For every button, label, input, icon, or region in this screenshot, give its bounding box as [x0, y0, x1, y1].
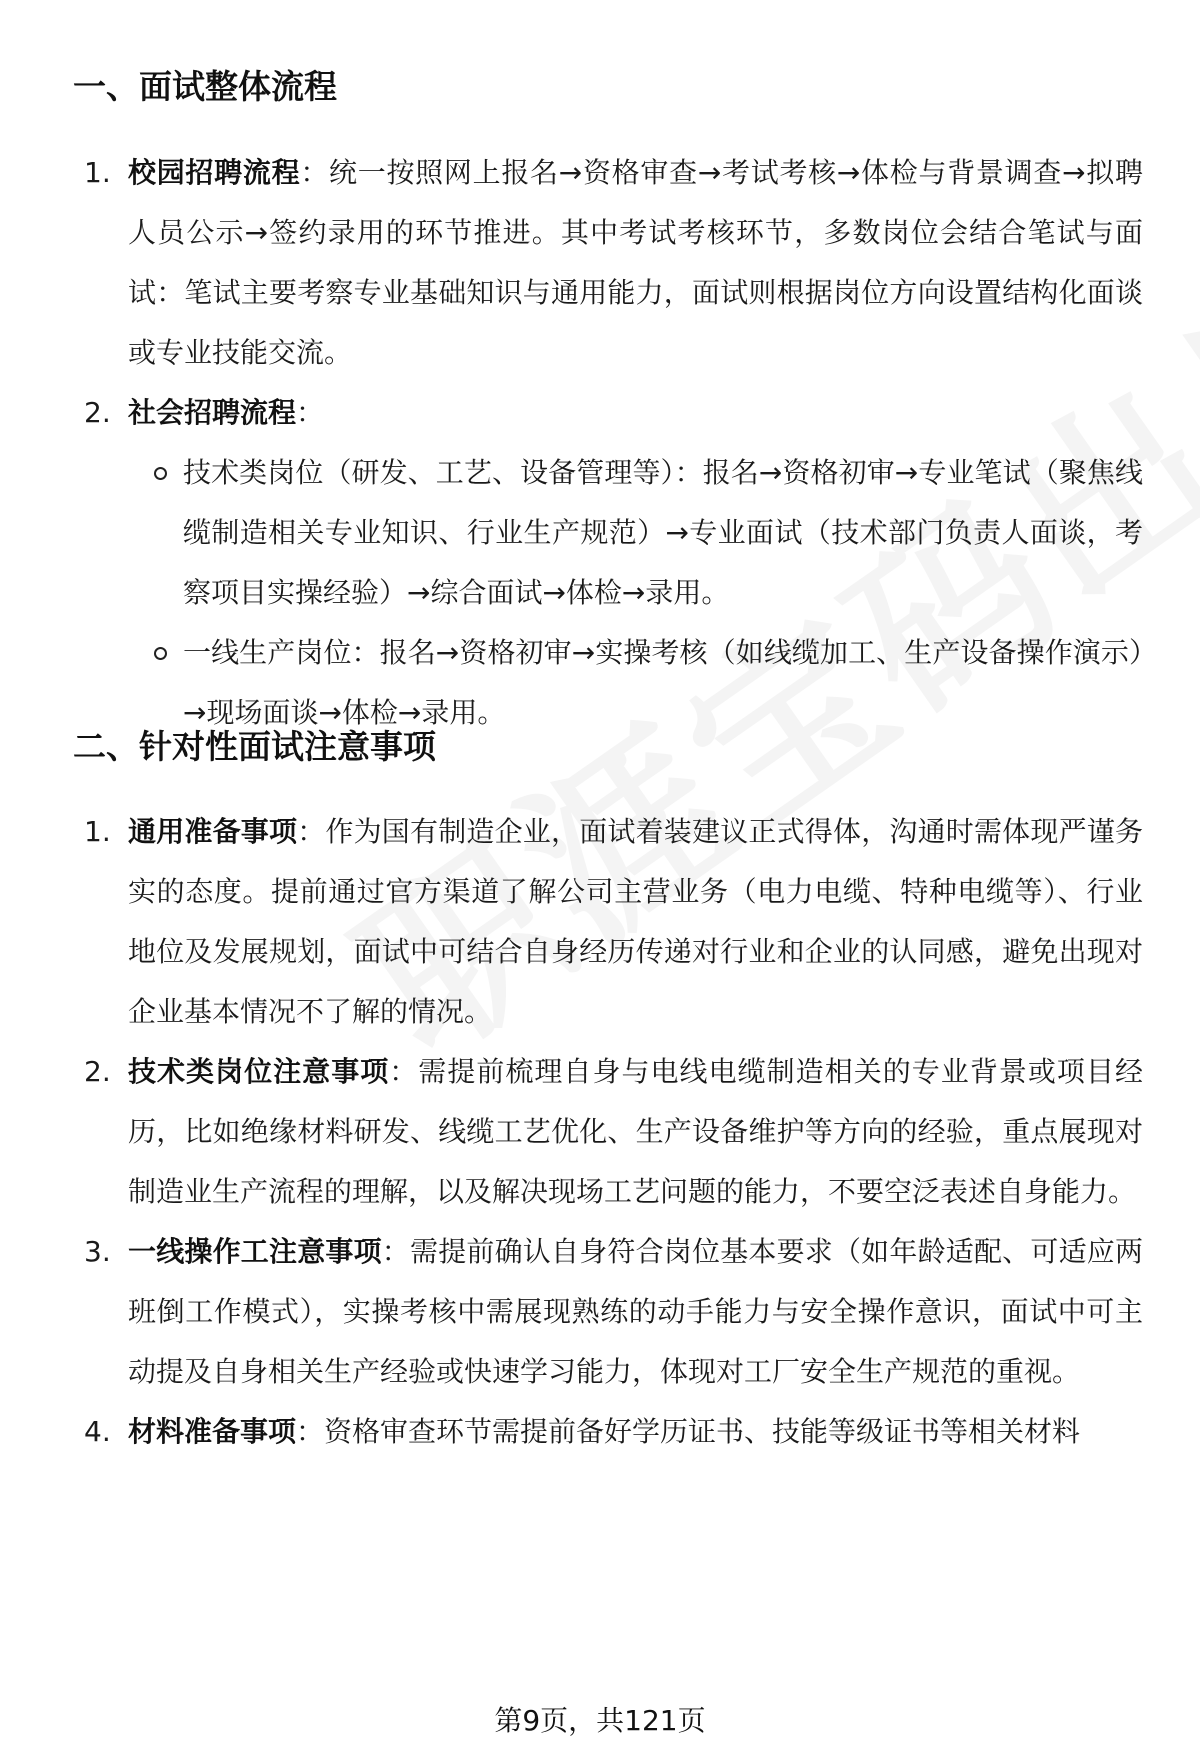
item-number: 2. — [84, 1055, 111, 1088]
item-text: ：统一按照网上报名→资格审查→考试考核→体检与背景调查→拟聘人员公示→签约录用的环节推进。其中考试考核环节，多数岗位会结合笔试与面试：笔试主要考察专业基础知识与通用能力，面试则根据岗位方向设置结构化面谈或专业技能交流。 — [128, 156, 1143, 369]
sublist-text: 技术类岗位（研发、工艺、设备管理等）：报名→资格初审→专业笔试（聚焦线缆制造相关专业知识、行业生产规范）→专业面试（技术部门负责人面谈，考察项目实操经验）→综合面试→体检→录用。 — [183, 456, 1143, 609]
circle-bullet-icon — [154, 467, 167, 480]
item-label: 材料准备事项 — [128, 1415, 297, 1448]
list-item-general — [0, 802, 1143, 1042]
item-text: ：需提前确认自身符合岗位基本要求（如年龄适配、可适应两班倒工作模式），实操考核中需展现熟练的动手能力与安全操作意识，面试中可主动提及自身相关生产经验或快速学习能力，体现对工厂安全生产规范的重视。 — [128, 1235, 1143, 1388]
section-2-list — [0, 802, 1200, 1462]
item-number: 4. — [84, 1415, 111, 1448]
item-label: 一线操作工注意事项 — [128, 1235, 382, 1268]
sublist-text: 一线生产岗位：报名→资格初审→实操考核（如线缆加工、生产设备操作演示）→现场面谈→体检→录用。 — [183, 636, 1143, 729]
page-footer: 第9页，共121页 — [494, 1704, 706, 1737]
circle-bullet-icon — [154, 647, 167, 660]
section-title-1: 一、面试整体流程 — [73, 67, 337, 106]
section-title-2: 二、针对性面试注意事项 — [73, 727, 436, 766]
item-text: ：需提前梳理自身与电线电缆制造相关的专业背景或项目经历，比如绝缘材料研发、线缆工艺优化、生产设备维护等方向的经验，重点展现对制造业生产流程的理解，以及解决现场工艺问题的能力，不要空泛表述自身能力。 — [128, 1055, 1143, 1208]
item-number: 1. — [84, 815, 111, 848]
list-item-materials — [0, 1402, 1143, 1462]
item-number: 3. — [84, 1235, 111, 1268]
item-label: 校园招聘流程 — [128, 156, 301, 189]
item-text: ： — [296, 396, 325, 429]
list-item-campus — [0, 143, 1143, 383]
item-label: 通用准备事项 — [128, 815, 298, 848]
section-1-list — [0, 143, 1200, 743]
item-number: 1. — [84, 156, 111, 189]
sublist-item-technical — [128, 443, 1143, 623]
item-number: 2. — [84, 396, 111, 429]
list-item-social — [0, 383, 1143, 743]
sublist-item-production — [128, 623, 1143, 743]
list-item-technical — [0, 1042, 1143, 1222]
item-text: ：资格审查环节需提前备好学历证书、技能等级证书等相关材料 — [296, 1415, 1081, 1448]
item-label: 社会招聘流程 — [128, 396, 297, 429]
social-sublist — [128, 443, 1143, 743]
item-label: 技术类岗位注意事项 — [128, 1055, 390, 1088]
item-text: ：作为国有制造企业，面试着装建议正式得体，沟通时需体现严谨务实的态度。提前通过官方渠道了解公司主营业务（电力电缆、特种电缆等）、行业地位及发展规划，面试中可结合自身经历传递对行业和企业的认同感，避免出现对企业基本情况不了解的情况。 — [128, 815, 1143, 1028]
list-item-operator — [0, 1222, 1143, 1402]
